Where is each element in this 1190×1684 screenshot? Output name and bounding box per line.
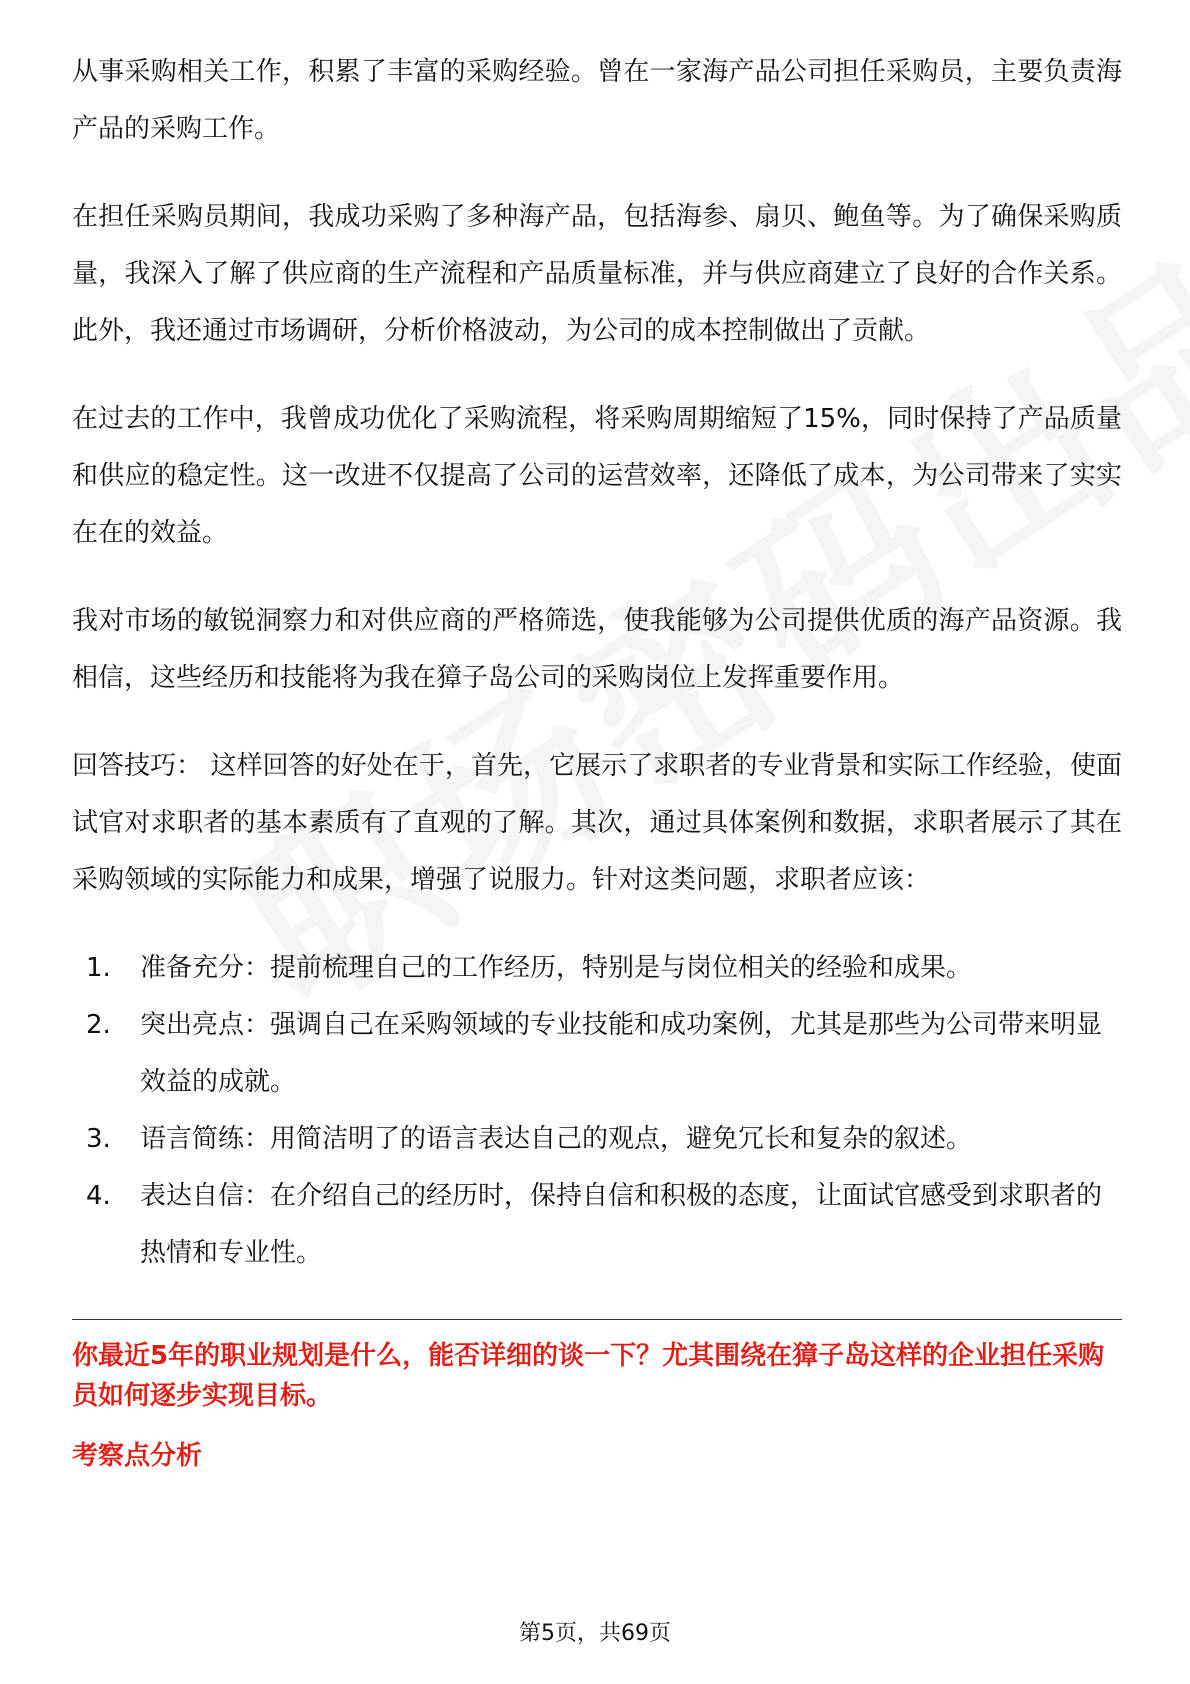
list-text: 突出亮点：强调自己在采购领域的专业技能和成功案例，尤其是那些为公司带来明显效益的成就。 — [140, 1010, 1103, 1097]
list-item — [72, 1111, 1122, 1168]
list-number: 2. — [86, 1010, 111, 1040]
list-item — [72, 940, 1122, 997]
list-text: 语言简练：用简洁明了的语言表达自己的观点，避免冗长和复杂的叙述。 — [140, 1124, 973, 1154]
page-number: 第5页，共69页 — [519, 1621, 671, 1646]
content — [72, 44, 1122, 1476]
list-number: 1. — [86, 953, 111, 983]
section-title: 考察点分析 — [72, 1441, 203, 1471]
tips-list — [72, 940, 1122, 1282]
list-item — [72, 997, 1122, 1111]
question-heading: 你最近5年的职业规划是什么，能否详细的谈一下？尤其围绕在獐子岛这样的企业担任采购员如何逐步实现目标。 — [72, 1341, 1105, 1411]
paragraph-1: 从事采购相关工作，积累了丰富的采购经验。曾在一家海产品公司担任采购员，主要负责海产品的采购工作。 — [72, 57, 1122, 144]
list-text: 表达自信：在介绍自己的经历时，保持自信和积极的态度，让面试官感受到求职者的热情和专业性。 — [140, 1181, 1103, 1268]
paragraph-2: 在担任采购员期间，我成功采购了多种海产品，包括海参、扇贝、鲍鱼等。为了确保采购质量，我深入了解了供应商的生产流程和产品质量标准，并与供应商建立了良好的合作关系。此外，我还通过市场调研，分析价格波动，为公司的成本控制做出了贡献。 — [72, 202, 1122, 346]
divider — [72, 1319, 1122, 1320]
paragraph-3: 在过去的工作中，我曾成功优化了采购流程，将采购周期缩短了15%，同时保持了产品质量和供应的稳定性。这一改进不仅提高了公司的运营效率，还降低了成本，为公司带来了实实在在的效益。 — [72, 404, 1122, 548]
list-text: 准备充分：提前梳理自己的工作经历，特别是与岗位相关的经验和成果。 — [140, 953, 973, 983]
answer-tips-paragraph: 回答技巧： 这样回答的好处在于，首先，它展示了求职者的专业背景和实际工作经验，使面试官对求职者的基本素质有了直观的了解。其次，通过具体案例和数据，求职者展示了其在采购领域的实际能力和成果，增强了说服力。针对这类问题，求职者应该： — [72, 751, 1122, 895]
paragraph-4: 我对市场的敏锐洞察力和对供应商的严格筛选，使我能够为公司提供优质的海产品资源。我相信，这些经历和技能将为我在獐子岛公司的采购岗位上发挥重要作用。 — [72, 606, 1122, 693]
list-number: 4. — [86, 1181, 111, 1211]
list-item — [72, 1168, 1122, 1282]
list-number: 3. — [86, 1124, 111, 1154]
